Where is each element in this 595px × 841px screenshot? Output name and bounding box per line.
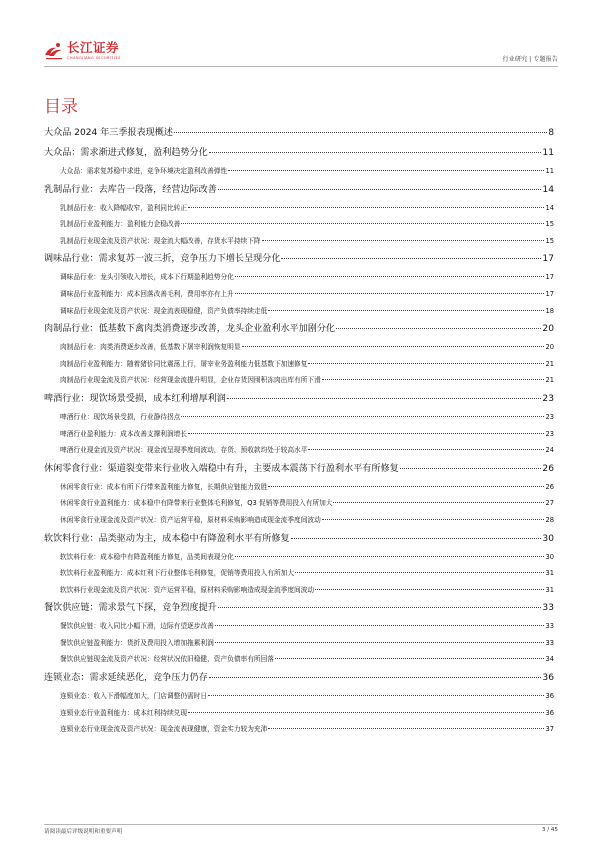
toc-entry-title: 餐饮供应链现金流及资产状况：经营状况依旧稳健，资产负债率有所回落 bbox=[60, 655, 274, 664]
toc-entry-title: 软饮料行业现金流及资产状况：资产运营平稳，原材料采购影响造成现金流季度间波动 bbox=[60, 585, 315, 594]
logo-name-en: CHANGJIANG SECURITIES bbox=[67, 56, 121, 60]
toc-page-number: 15 bbox=[545, 236, 554, 245]
footer-disclaimer: 请阅读最后评级说明和重要声明 bbox=[44, 829, 123, 835]
toc-subsection-link[interactable] bbox=[44, 653, 554, 670]
toc-leader-dots bbox=[235, 276, 545, 277]
toc-section-link[interactable] bbox=[44, 461, 554, 481]
table-of-contents bbox=[44, 125, 554, 740]
toc-subsection-link[interactable] bbox=[44, 374, 554, 391]
toc-leader-dots bbox=[181, 416, 544, 417]
toc-page-number: 8 bbox=[548, 128, 554, 138]
toc-entry-title: 休闲零食行业盈利能力：成本稳中有降带来行业整体毛利修复，Q3 促销等费用投入有所加大 bbox=[60, 499, 333, 508]
toc-entry-title: 连锁业态：需求延续恶化，竞争压力仍存 bbox=[44, 673, 208, 684]
toc-subsection-link[interactable] bbox=[44, 481, 554, 498]
toc-subsection-link[interactable] bbox=[44, 567, 554, 584]
document-type-label: 行业研究 | 专题报告 bbox=[502, 56, 558, 63]
toc-leader-dots bbox=[268, 728, 544, 729]
toc-page-number: 34 bbox=[545, 655, 554, 664]
toc-subsection-link[interactable] bbox=[44, 707, 554, 724]
toc-entry-title: 休闲零食行业现金流及资产状况：资产运营平稳，原材料采购影响造成现金流季度间波动 bbox=[60, 515, 321, 524]
toc-entry-title: 肉制品行业现金流及资产状况：经营现金流提升明显，企业存货因囤积冻肉出库有所下滑 bbox=[60, 376, 321, 385]
toc-subsection-link[interactable] bbox=[44, 428, 554, 445]
toc-subsection-link[interactable] bbox=[44, 723, 554, 740]
toc-entry-title: 啤酒行业盈利能力：成本改善支撑利润增长 bbox=[60, 429, 188, 438]
toc-entry-title: 休闲零食行业：成本有所下行带来盈利能力修复，长期供应链能力致胜 bbox=[60, 482, 268, 491]
toc-subsection-link[interactable] bbox=[44, 235, 554, 252]
toc-page-number: 21 bbox=[545, 359, 554, 368]
toc-subsection-link[interactable] bbox=[44, 271, 554, 288]
page-counter: 3 / 45 bbox=[541, 827, 558, 833]
header-divider bbox=[44, 66, 558, 67]
page-header bbox=[0, 0, 595, 72]
toc-page-number: 14 bbox=[542, 184, 554, 195]
toc-section-link[interactable] bbox=[44, 670, 554, 690]
toc-section-link[interactable] bbox=[44, 182, 554, 202]
toc-subsection-link[interactable] bbox=[44, 584, 554, 601]
toc-page-number: 31 bbox=[545, 585, 554, 594]
toc-leader-dots bbox=[174, 132, 547, 133]
toc-leader-dots bbox=[336, 328, 541, 329]
toc-leader-dots bbox=[218, 189, 542, 190]
toc-leader-dots bbox=[315, 589, 544, 590]
toc-page-number: 18 bbox=[545, 306, 554, 315]
toc-page-number: 11 bbox=[545, 167, 554, 175]
toc-subsection-link[interactable] bbox=[44, 620, 554, 637]
toc-entry-title: 啤酒行业：现饮场景受损，行业静待拐点 bbox=[60, 412, 181, 421]
toc-leader-dots bbox=[322, 519, 545, 520]
toc-entry-title: 调味品行业：龙头引领收入增长，成本下行期盈利趋势分化 bbox=[60, 273, 234, 282]
toc-subsection-link[interactable] bbox=[44, 497, 554, 514]
toc-leader-dots bbox=[209, 152, 542, 153]
toc-entry-title: 乳制品行业现金流及资产状况：现金流大幅改善，存货水平持续下降 bbox=[60, 236, 261, 245]
toc-entry-title: 连锁业态行业现金流及资产状况：现金流表现健康，资金实力较为充沛 bbox=[60, 725, 268, 734]
toc-entry-title: 连锁业态行业盈利能力：成本红利持续兑现 bbox=[60, 708, 188, 717]
toc-page-number: 20 bbox=[542, 324, 554, 335]
toc-leader-dots bbox=[215, 625, 545, 626]
toc-page-number: 27 bbox=[545, 499, 554, 508]
toc-subsection-link[interactable] bbox=[44, 444, 554, 461]
toc-page-number: 33 bbox=[542, 603, 554, 614]
toc-leader-dots bbox=[188, 433, 544, 434]
toc-section-link[interactable] bbox=[44, 125, 554, 145]
toc-entry-title: 调味品行业盈利能力：成本回落改善毛利，费用率亦有上升 bbox=[60, 289, 234, 298]
toc-entry-title: 乳制品行业盈利能力：盈利能力企稳改善 bbox=[60, 220, 181, 229]
toc-page-number: 36 bbox=[545, 692, 554, 701]
toc-leader-dots bbox=[275, 658, 544, 659]
toc-page-number: 36 bbox=[545, 708, 554, 717]
toc-entry-title: 软饮料行业盈利能力：成本红利下行业整体毛利修复，促销等费用投入有所加大 bbox=[60, 569, 295, 578]
toc-leader-dots bbox=[242, 346, 545, 347]
toc-page-number: 23 bbox=[542, 393, 554, 404]
toc-leader-dots bbox=[295, 572, 544, 573]
toc-section-link[interactable] bbox=[44, 600, 554, 620]
toc-title: 目录 bbox=[44, 97, 78, 117]
toc-entry-title: 啤酒行业现金流及资产状况：现金流呈现季度间波动，存货、预收款均处于较高水平 bbox=[60, 446, 308, 455]
toc-leader-dots bbox=[262, 240, 545, 241]
toc-page-number: 23 bbox=[545, 429, 554, 438]
toc-leader-dots bbox=[322, 379, 545, 380]
toc-subsection-link[interactable] bbox=[44, 690, 554, 707]
logo-name-cn: 长江证券 bbox=[67, 40, 120, 55]
toc-entry-title: 乳制品行业：去库告一段落，经营边际改善 bbox=[44, 184, 217, 195]
toc-subsection-link[interactable] bbox=[44, 514, 554, 531]
toc-page-number: 30 bbox=[545, 552, 554, 561]
toc-leader-dots bbox=[218, 607, 542, 608]
toc-entry-title: 餐饮供应链：需求景气下探，竞争烈度提升 bbox=[44, 603, 217, 614]
toc-entry-title: 肉制品行业：低基数下禽肉类消费逐步改善，龙头企业盈利水平加剧分化 bbox=[44, 324, 336, 335]
toc-page-number: 28 bbox=[545, 515, 554, 524]
toc-entry-title: 餐饮供应链盈利能力：货折及费用投入增加拖累利润 bbox=[60, 638, 214, 647]
toc-section-link[interactable] bbox=[44, 321, 554, 341]
footer-divider bbox=[44, 824, 558, 825]
toc-section-link[interactable] bbox=[44, 531, 554, 551]
toc-entry-title: 啤酒行业：现饮场景受损，成本红利增厚利润 bbox=[44, 393, 226, 404]
toc-subsection-link[interactable] bbox=[44, 218, 554, 235]
toc-entry-title: 软饮料行业：品类驱动为主，成本稳中有降盈利水平有所修复 bbox=[44, 533, 290, 544]
toc-leader-dots bbox=[400, 468, 542, 469]
toc-leader-dots bbox=[291, 538, 542, 539]
toc-leader-dots bbox=[268, 486, 544, 487]
changjiang-logo-icon bbox=[44, 41, 64, 61]
toc-subsection-link[interactable] bbox=[44, 411, 554, 428]
toc-subsection-link[interactable] bbox=[44, 202, 554, 219]
toc-subsection-link[interactable] bbox=[44, 358, 554, 375]
toc-entry-title: 肉制品行业：肉类消费逐步改善，低基数下屠宰利润恢复明显 bbox=[60, 343, 241, 352]
toc-leader-dots bbox=[235, 293, 545, 294]
toc-leader-dots bbox=[188, 207, 544, 208]
toc-page-number: 17 bbox=[545, 273, 554, 282]
toc-subsection-link[interactable] bbox=[44, 551, 554, 568]
toc-entry-title: 休闲零食行业：渠道裂变带来行业收入端稳中有升，主要成本震荡下行盈利水平有所修复 bbox=[44, 463, 399, 474]
toc-entry-title: 调味品行业现金流及资产状况：现金流表现稳健，资产负债率持续走低 bbox=[60, 306, 268, 315]
toc-page-number: 36 bbox=[542, 673, 554, 684]
toc-subsection-link[interactable] bbox=[44, 305, 554, 322]
toc-leader-dots bbox=[235, 556, 545, 557]
toc-leader-dots bbox=[333, 502, 544, 503]
toc-subsection-link[interactable] bbox=[44, 165, 554, 182]
company-logo bbox=[44, 41, 121, 61]
toc-leader-dots bbox=[228, 170, 544, 171]
toc-subsection-link[interactable] bbox=[44, 341, 554, 358]
toc-entry-title: 乳制品行业：收入降幅收窄，盈利同比转正 bbox=[60, 203, 188, 212]
toc-page-number: 17 bbox=[542, 254, 554, 265]
toc-entry-title: 肉制品行业盈利能力：随着猪价同比震荡上行，屠宰业务盈利能力低基数下加速修复 bbox=[60, 359, 308, 368]
toc-page-number: 21 bbox=[545, 376, 554, 385]
toc-entry-title: 连锁业态：收入下滑幅度加大，门店调整仍需时日 bbox=[60, 692, 208, 701]
toc-subsection-link[interactable] bbox=[44, 288, 554, 305]
toc-section-link[interactable] bbox=[44, 391, 554, 411]
toc-leader-dots bbox=[215, 642, 545, 643]
toc-page-number: 33 bbox=[545, 622, 554, 631]
toc-leader-dots bbox=[181, 223, 544, 224]
toc-page-number: 15 bbox=[545, 220, 554, 229]
toc-leader-dots bbox=[308, 363, 544, 364]
toc-page-number: 33 bbox=[545, 638, 554, 647]
toc-page-number: 37 bbox=[545, 725, 554, 734]
toc-section-link[interactable] bbox=[44, 251, 554, 271]
toc-page-number: 30 bbox=[542, 533, 554, 544]
toc-page-number: 24 bbox=[545, 446, 554, 455]
toc-page-number: 26 bbox=[542, 463, 554, 474]
toc-subsection-link[interactable] bbox=[44, 637, 554, 654]
toc-page-number: 20 bbox=[545, 343, 554, 352]
toc-leader-dots bbox=[208, 695, 544, 696]
toc-entry-title: 大众品：需求渐进式修复，盈利趋势分化 bbox=[44, 148, 208, 158]
toc-page-number: 31 bbox=[545, 569, 554, 578]
toc-leader-dots bbox=[268, 310, 544, 311]
toc-leader-dots bbox=[209, 677, 542, 678]
toc-entry-title: 调味品行业：需求复苏一波三折，竞争压力下增长呈现分化 bbox=[44, 254, 281, 265]
toc-page-number: 17 bbox=[545, 289, 554, 298]
toc-entry-title: 软饮料行业：成本稳中有降盈利能力修复，品类间表现分化 bbox=[60, 552, 234, 561]
toc-entry-title: 餐饮供应链：收入同比小幅下滑，边际有望逐步改善 bbox=[60, 622, 214, 631]
toc-leader-dots bbox=[188, 712, 544, 713]
toc-page-number: 23 bbox=[545, 412, 554, 421]
toc-leader-dots bbox=[308, 449, 544, 450]
toc-entry-title: 大众品：需求复苏稳中求进，竞争环境决定盈利改善弹性 bbox=[60, 167, 228, 175]
toc-section-link[interactable] bbox=[44, 145, 554, 165]
toc-page-number: 11 bbox=[542, 148, 554, 158]
toc-page-number: 14 bbox=[545, 203, 554, 212]
toc-leader-dots bbox=[227, 398, 542, 399]
toc-entry-title: 大众品 2024 年三季报表现概述 bbox=[44, 128, 173, 138]
toc-page-number: 26 bbox=[545, 482, 554, 491]
toc-leader-dots bbox=[281, 258, 541, 259]
